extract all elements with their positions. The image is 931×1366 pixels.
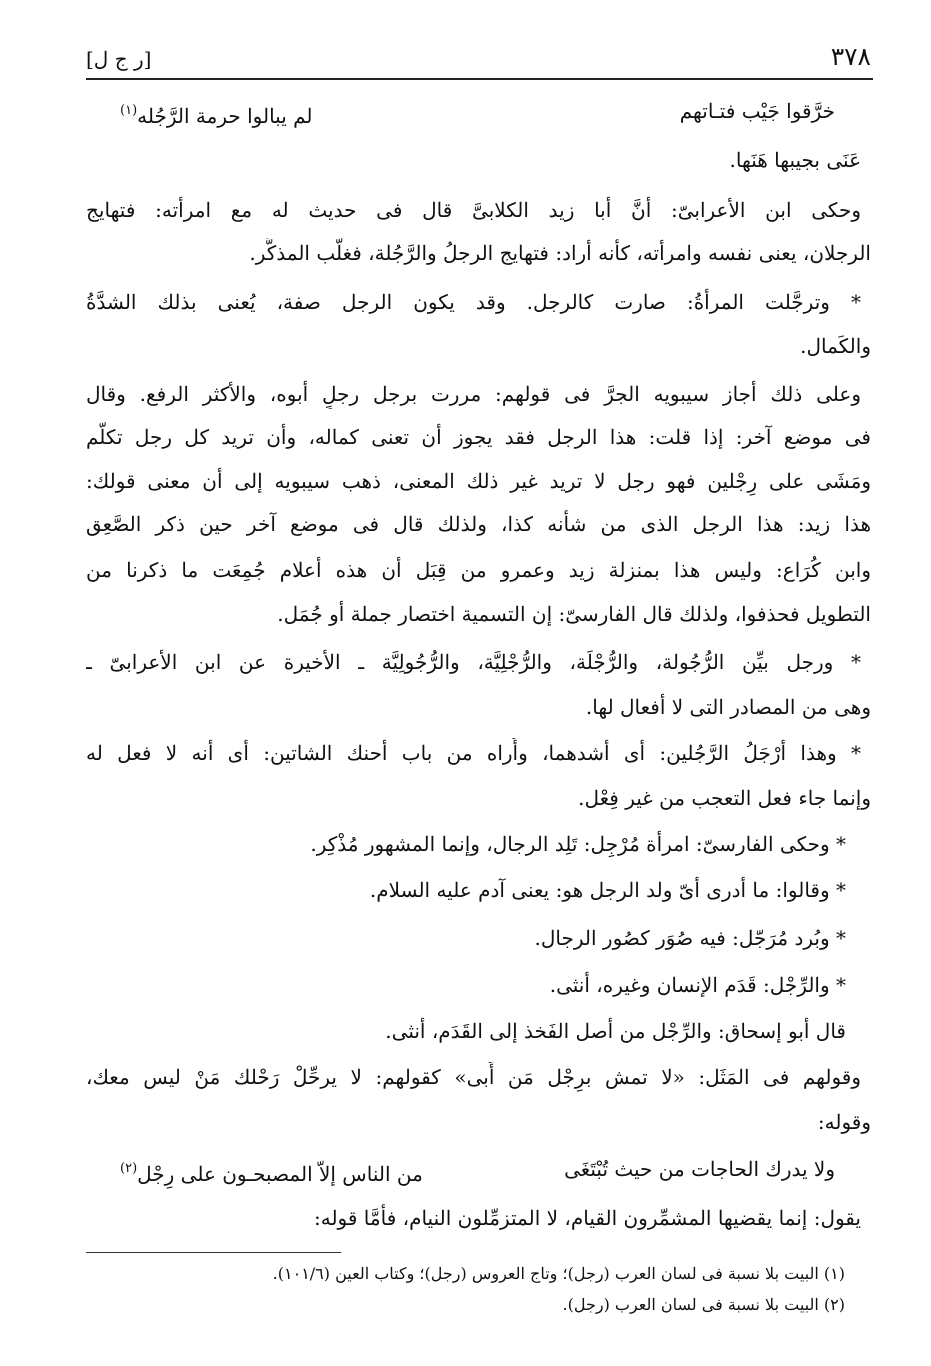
text-line: وقوله: (817, 1110, 871, 1134)
text-line: * وبُرد مُرَجّل: فيه صُوَر كصُور الرجال. (534, 926, 846, 950)
footnote-2: (٢) البيت بلا نسبة فى لسان العرب (رجل). (562, 1295, 845, 1314)
verse-1-second-hemistich (120, 95, 313, 132)
footnote-marker-2: (٢) (120, 1161, 138, 1176)
text-line: وعلى ذلك أجاز سيبويه الجرَّ فى قولهم: مررت برجل رجلٍ أبوه، والأكثر الرفع. وقال (86, 382, 861, 406)
verse-1-second-hemistich-text: لم يبالوا حرمة الرَّجُله (137, 104, 313, 128)
text-line: * وحكى الفارسىّ: امرأة مُرْجِل: تَلِد الرجال، وإنما المشهور مُذْكِر. (310, 832, 846, 856)
text-line: وإنما جاء فعل التعجب من غير فِعْل. (578, 786, 871, 810)
footnote-separator (86, 1252, 341, 1253)
text-line: التطويل فحذفوا، ولذلك قال الفارسىّ: إن التسمية اختصار جملة أو جُمَل. (277, 602, 871, 626)
poem-verse-2 (120, 1153, 835, 1187)
verse-2-second-hemistich (120, 1153, 423, 1190)
text-line: عَنَى بجيبها هَنَها. (729, 148, 861, 172)
text-line: * والرِّجْل: قَدَم الإنسان وغيره، أنثى. (549, 973, 846, 997)
text-line: وحكى ابن الأعرابىّ: أنَّ أبا زيد الكلابىَّ قال فى حديث له مع امرأته: فتهايج (86, 198, 861, 222)
text-line: فى موضع آخر: إذا قلت: هذا الرجل فقد يجوز أن تعنى كماله، وأن تريد كل رجل تكلَّم (86, 425, 871, 449)
text-line: * وهذا أرْجَلُ الرَّجُلين: أى أشدهما، وأُراه من باب أحنك الشاتين: أى أنه لا فعل له (86, 741, 861, 765)
header-rule (86, 78, 873, 80)
text-line: وابن كُرَاع: وليس هذا بمنزلة زيد وعمرو من قِبَل أن هذه أعلام جُمِعَت ما ذكرنا من (86, 558, 871, 582)
verse-2-second-hemistich-text: من الناس إلاّ المصبحـون على رِجْل (137, 1162, 423, 1186)
footnote-1: (١) البيت بلا نسبة فى لسان العرب (رجل)؛ وتاج العروس (رجل)؛ وكتاب العين (١٠١/٦). (272, 1264, 845, 1283)
text-line: وقولهم فى المَثَل: «لا تمش برِجْل مَن أَبى» كقولهم: لا يرحِّلْ رَحْلك مَنْ ليس معك، (86, 1065, 861, 1089)
footnote-marker-1: (١) (120, 103, 138, 118)
text-line: * وترجَّلت المرأةُ: صارت كالرجل. وقد يكون الرجل صفة، يُعنى بذلك الشدَّةُ (86, 290, 861, 314)
text-line: * وقالوا: ما أدرى أىّ ولد الرجل هو: يعنى آدم عليه السلام. (369, 878, 846, 902)
root-letters-tag: [ر ج ل] (86, 47, 152, 71)
text-line: الرجلان، يعنى نفسه وامرأته، كأنه أراد: فتهايج الرجلُ والرَّجُلة، فغلَّب المذكَّر. (249, 241, 871, 265)
text-line: ومَشَى على رِجْلين فهو رجل لا تريد غير ذلك المعنى، ذهب سيبويه إلى أن معنى قولك: (86, 469, 871, 493)
text-line: وهى من المصادر التى لا أفعال لها. (585, 695, 871, 719)
text-line: قال أبو إسحاق: والرِّجْل من أصل الفَخذ إلى القَدَم، أنثى. (385, 1019, 846, 1043)
running-header (86, 40, 871, 74)
text-line: * ورجل بيِّن الرُّجُولة، والرُّجْلَة، والرُّجْلِيَّة، والرُّجُولِيَّة ـ الأخيرة عن ابن الأعرابىّ ـ (86, 650, 861, 674)
text-line: يقول: إنما يقضيها المشمِّرون القيام، لا المتزمِّلون النيام، فأمَّا قوله: (314, 1206, 861, 1230)
verse-2-first-hemistich: ولا يدرك الحاجات من حيث تُبْتَغَى (564, 1157, 835, 1181)
poem-verse-1 (120, 95, 835, 129)
verse-1-first-hemistich: خرَّقوا جَيْب فتـاتهم (679, 99, 835, 123)
text-line: والكَمال. (800, 334, 871, 358)
page-number: ٣٧٨ (830, 42, 871, 71)
text-line: هذا زيد: هذا الرجل الذى من شأنه كذا، ولذلك قال فى موضع آخر حين ذكر الصَّعِق (86, 512, 871, 536)
